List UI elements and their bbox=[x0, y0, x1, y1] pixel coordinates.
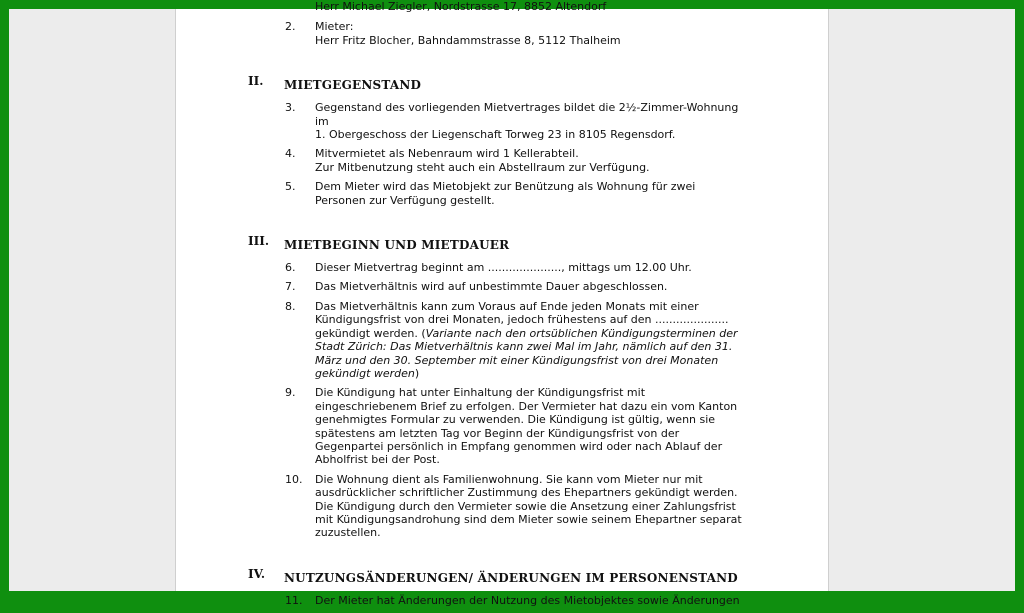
clause bbox=[248, 101, 748, 141]
viewer-background bbox=[9, 0, 1015, 607]
clause-text: Die Wohnung dient als Familienwohnung. Sie kann vom Mieter nur mit ausdrücklicher schriftlicher Zustimmung des Ehepartners gekündigt werden. Die Kündigung durch den Vermieter sowie die Ansetzung einer Zahlungsfrist mit Kündigungsandrohung sind dem Mieter sowie seinem Ehepartner separat zuzustellen. bbox=[315, 472, 742, 540]
clause-number: 8. bbox=[285, 299, 296, 313]
section-title: NUTZUNGSÄNDERUNGEN/ ÄNDERUNGEN IM PERSONENSTAND bbox=[284, 570, 738, 585]
clause bbox=[248, 300, 748, 380]
clause bbox=[248, 473, 748, 540]
section-heading bbox=[248, 234, 748, 253]
clause-number: 10. bbox=[285, 472, 303, 486]
section-heading bbox=[248, 74, 748, 93]
clause-text: Gegenstand des vorliegenden Mietvertrages bildet die 2½-Zimmer-Wohnung im bbox=[315, 101, 739, 128]
clause-text: Die Kündigung hat unter Einhaltung der Kündigungsfrist mit eingeschriebenem Brief zu erfolgen. Der Vermieter hat dazu ein vom Kanton genehmigtes Formular zu verwenden. Die Kündigung ist gültig, wenn sie spätestens am letzten Tag vor Beginn der Kündigungsfrist von der Gegenpartei persönlich in Empfang genommen wird oder nach Ablauf der Abholfrist bei der Post. bbox=[315, 386, 738, 467]
clause-text-end: ) bbox=[414, 366, 420, 380]
party-label: Mieter: bbox=[315, 20, 354, 34]
party-landlord bbox=[248, 0, 748, 13]
clause-variant-note: Variante nach den ortsüblichen Kündigungsterminen der Stadt Zürich: Das Mietverhältnis kann zwei Mal im Jahr, nämlich auf den 31. März und den 30. September mit einer Kündigungsfrist von drei Monaten gekündigt werden bbox=[315, 326, 738, 380]
clause-number: 11. bbox=[285, 593, 303, 607]
clause bbox=[248, 147, 748, 174]
clause-text: Das Mietverhältnis kann zum Voraus auf Ende jeden Monats mit einer Kündigungsfrist von drei Monaten, jedoch frühestens auf den ..................... gekündigt werden. ( bbox=[315, 299, 729, 340]
clause-number: 5. bbox=[285, 180, 296, 194]
clause-number: 3. bbox=[285, 101, 296, 115]
party-number: 2. bbox=[285, 20, 296, 34]
clause-text: 1. Obergeschoss der Liegenschaft Torweg 23 in 8105 Regensdorf. bbox=[315, 128, 676, 142]
clause bbox=[248, 261, 748, 274]
clause-text: Mitvermietet als Nebenraum wird 1 Kellerabteil. bbox=[315, 147, 579, 161]
clause bbox=[248, 180, 748, 207]
clause bbox=[248, 386, 748, 466]
party-tenant bbox=[248, 20, 748, 47]
clause-text: Zur Mitbenutzung steht auch ein Abstellraum zur Verfügung. bbox=[315, 160, 650, 174]
section-number: III. bbox=[248, 234, 270, 249]
clause-text: Der Mieter hat Änderungen der Nutzung des Mietobjektes sowie Änderungen bbox=[315, 593, 740, 607]
clause bbox=[248, 594, 748, 607]
section-title: MIETGEGENSTAND bbox=[284, 78, 422, 93]
section-number: II. bbox=[248, 74, 264, 89]
clause-text: Dem Mieter wird das Mietobjekt zur Benützung als Wohnung für zwei Personen zur Verfügung gestellt. bbox=[315, 180, 696, 207]
clause-text: Das Mietverhältnis wird auf unbestimmte Dauer abgeschlossen. bbox=[315, 280, 668, 294]
party-line: Herr Fritz Blocher, Bahndammstrasse 8, 5112 Thalheim bbox=[315, 33, 621, 47]
clause-number: 4. bbox=[285, 147, 296, 161]
party-line: Herr Michael Ziegler, Nordstrasse 17, 8852 Altendorf bbox=[315, 0, 607, 13]
clause-number: 6. bbox=[285, 261, 296, 275]
section-title: MIETBEGINN UND MIETDAUER bbox=[284, 238, 510, 253]
clause-text: Dieser Mietvertrag beginnt am ....................., mittags um 12.00 Uhr. bbox=[315, 261, 692, 275]
document-body bbox=[248, 0, 748, 613]
clause-number: 7. bbox=[285, 280, 296, 294]
section-heading bbox=[248, 567, 748, 586]
document-page bbox=[175, 0, 829, 607]
section-number: IV. bbox=[248, 566, 266, 581]
clause bbox=[248, 280, 748, 293]
clause-number: 9. bbox=[285, 386, 296, 400]
